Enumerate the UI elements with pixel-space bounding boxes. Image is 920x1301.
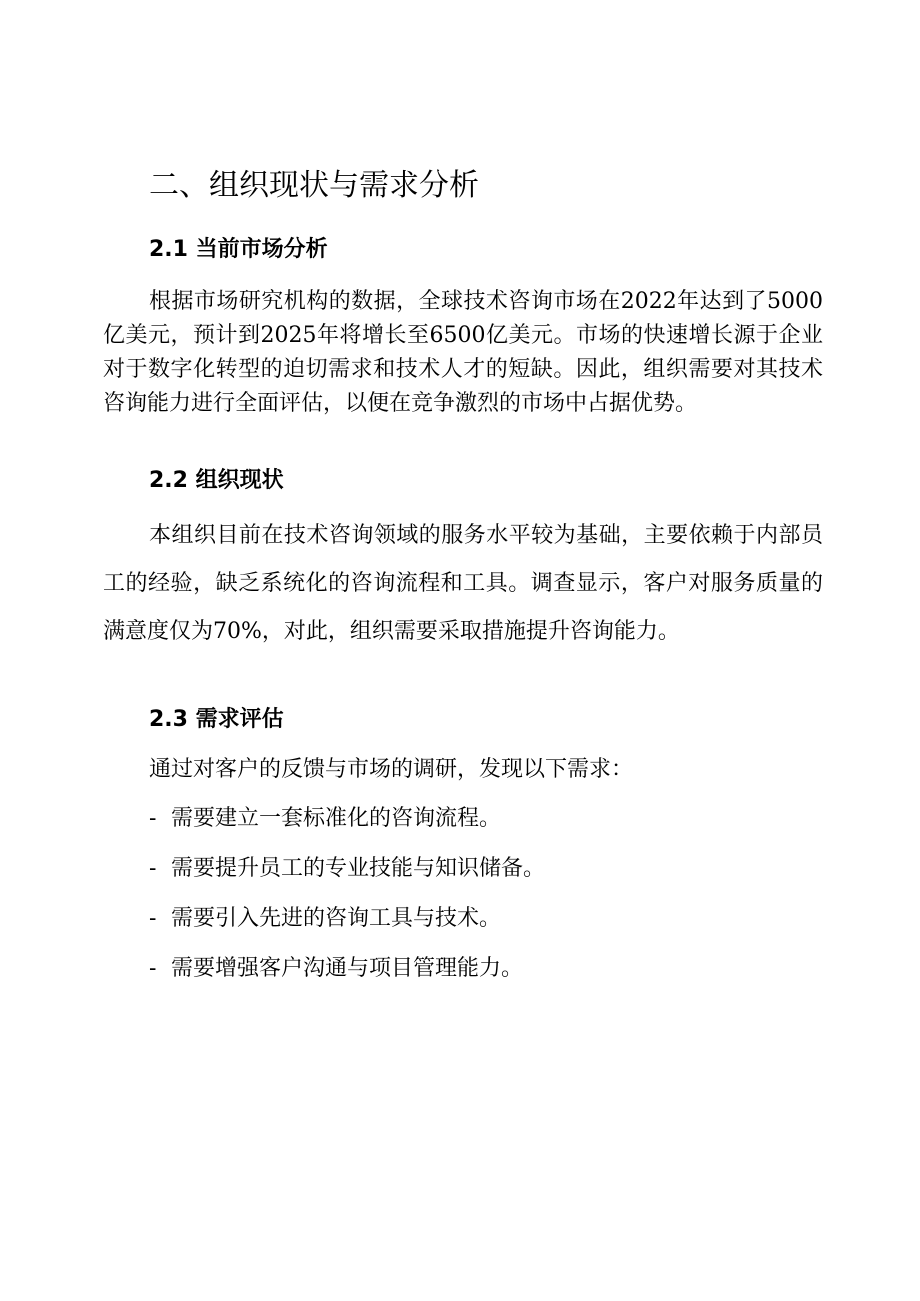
list-marker: -	[149, 906, 157, 931]
market-analysis-paragraph: 根据市场研究机构的数据，全球技术咨询市场在2022年达到了5000亿美元，预计到2025年将增长至6500亿美元。市场的快速增长源于企业对于数字化转型的迫切需求和技术人才的短缺。因此，组织需要对其技术咨询能力进行全面评估，以便在竞争激烈的市场中占据优势。	[103, 289, 823, 416]
organization-status-paragraph: 本组织目前在技术咨询领域的服务水平较为基础，主要依赖于内部员工的经验，缺乏系统化的咨询流程和工具。调查显示，客户对服务质量的满意度仅为70%，对此，组织需要采取措施提升咨询能力。	[103, 523, 823, 644]
list-item-text: 需要引入先进的咨询工具与技术。	[171, 906, 502, 931]
list-item	[149, 952, 545, 1002]
list-item	[149, 802, 545, 852]
subsection-heading-2-1: 2.1 当前市场分析	[149, 237, 328, 262]
needs-list	[149, 802, 545, 1002]
subsection-heading-2-3: 2.3 需求评估	[149, 707, 284, 732]
list-item-text: 需要建立一套标准化的咨询流程。	[171, 806, 502, 831]
list-marker: -	[149, 956, 157, 981]
list-item	[149, 902, 545, 952]
needs-intro-text: 通过对客户的反馈与市场的调研，发现以下需求：	[149, 757, 634, 782]
list-marker: -	[149, 856, 157, 881]
list-marker: -	[149, 806, 157, 831]
list-item-text: 需要增强客户沟通与项目管理能力。	[171, 956, 524, 981]
subsection-heading-2-2: 2.2 组织现状	[149, 468, 284, 493]
section-title: 二、组织现状与需求分析	[149, 168, 479, 203]
list-item	[149, 852, 545, 902]
list-item-text: 需要提升员工的专业技能与知识储备。	[171, 856, 546, 881]
